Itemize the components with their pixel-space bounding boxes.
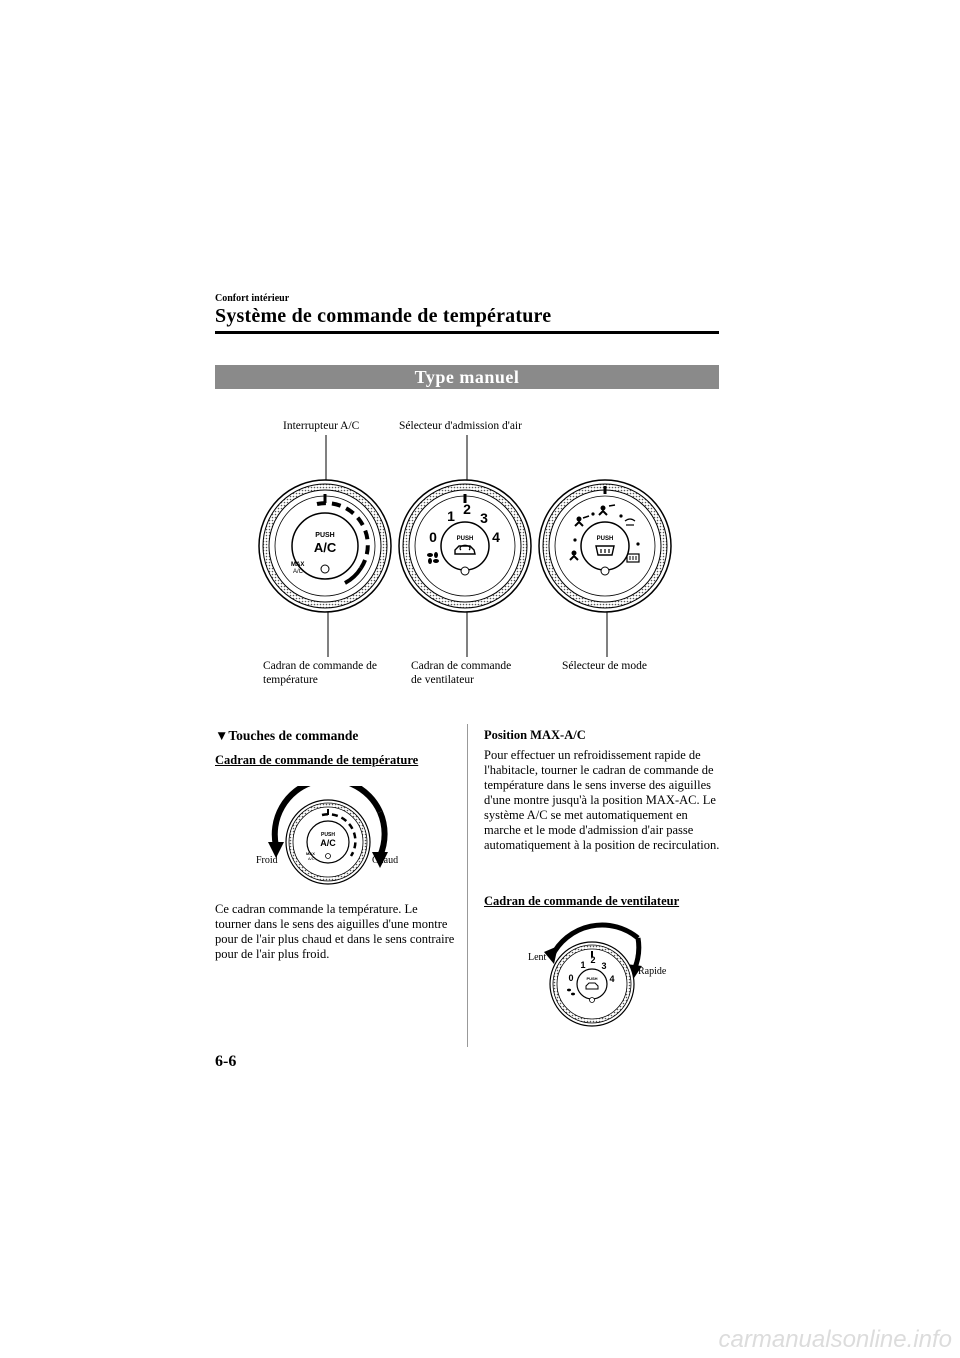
temp-dial-paragraph: Ce cadran commande la température. Le tourner dans le sens des aiguilles d'une montre pour de l'air plus chaud et dans le sens contraire pour de l'air plus froid. <box>215 902 455 961</box>
watermark-text: carmanualsonline.info <box>718 1326 952 1353</box>
ac-label: A/C <box>313 540 337 555</box>
push-label: PUSH <box>456 536 474 542</box>
push-label: PUSH <box>315 532 335 539</box>
slow-label: Lent <box>528 952 547 963</box>
max-ac-paragraph: Pour effectuer un refroidissement rapide de l'habitacle, tourner le cadran de commande de température dans le sens inverse des aiguilles d'une montre jusqu'à la position MAX-AC. Le système A/C se met automatiquement en marche et le mode d'admission d'air passe automatiquement à la position de recirculation. <box>484 748 720 852</box>
heading-marker-icon: ▼ <box>215 728 229 743</box>
svg-text:PUSH: PUSH <box>321 832 335 838</box>
control-panel-figure <box>250 435 690 657</box>
page-title: Système de commande de température <box>215 305 552 327</box>
svg-text:0: 0 <box>568 973 574 983</box>
section-banner: Type manuel <box>215 365 719 389</box>
mode-knob <box>539 480 671 612</box>
svg-text:PUSH: PUSH <box>586 976 598 981</box>
svg-text:3: 3 <box>601 961 607 971</box>
callout-air-intake-selector: Sélecteur d'admission d'air <box>399 420 522 432</box>
cold-label: Froid <box>256 855 278 866</box>
temp-dial-heading: Cadran de commande de température <box>215 753 419 767</box>
section-label: Confort intérieur <box>215 293 290 304</box>
fan-speed-0: 0 <box>429 529 437 545</box>
fan-speed-4: 4 <box>492 529 500 545</box>
fast-label: Rapide <box>638 966 667 977</box>
controls-heading: ▼Touches de commande <box>215 728 359 743</box>
max-label: MAX <box>291 562 305 568</box>
callout-mode-selector: Sélecteur de mode <box>562 660 647 672</box>
svg-text:4: 4 <box>609 974 615 984</box>
fan-speed-1: 1 <box>447 508 455 524</box>
callout-ac-switch: Interrupteur A/C <box>283 420 360 432</box>
svg-text:2: 2 <box>590 955 596 965</box>
title-rule <box>215 331 719 334</box>
temperature-knob <box>259 480 391 612</box>
max-ac-heading: Position MAX-A/C <box>484 728 586 742</box>
callout-fan-dial: Cadran de commande de ventilateur <box>411 660 512 686</box>
fan-speed-2: 2 <box>463 501 471 517</box>
callout-temp-dial: Cadran de commande de température <box>263 660 377 686</box>
page-number: 6-6 <box>215 1053 237 1070</box>
push-label: PUSH <box>596 536 614 542</box>
hot-label: Chaud <box>372 855 399 866</box>
fan-speed-3: 3 <box>480 510 488 526</box>
svg-text:A/C: A/C <box>308 856 315 861</box>
temp-dial-rotation-figure <box>262 786 412 888</box>
fan-knob <box>399 480 531 612</box>
svg-text:1: 1 <box>580 960 586 970</box>
column-divider <box>467 724 468 1047</box>
fan-dial-heading: Cadran de commande de ventilateur <box>484 894 680 908</box>
svg-text:A/C: A/C <box>320 838 336 848</box>
max-ac-label: A/C <box>293 569 304 575</box>
svg-text:MAX: MAX <box>306 851 315 856</box>
